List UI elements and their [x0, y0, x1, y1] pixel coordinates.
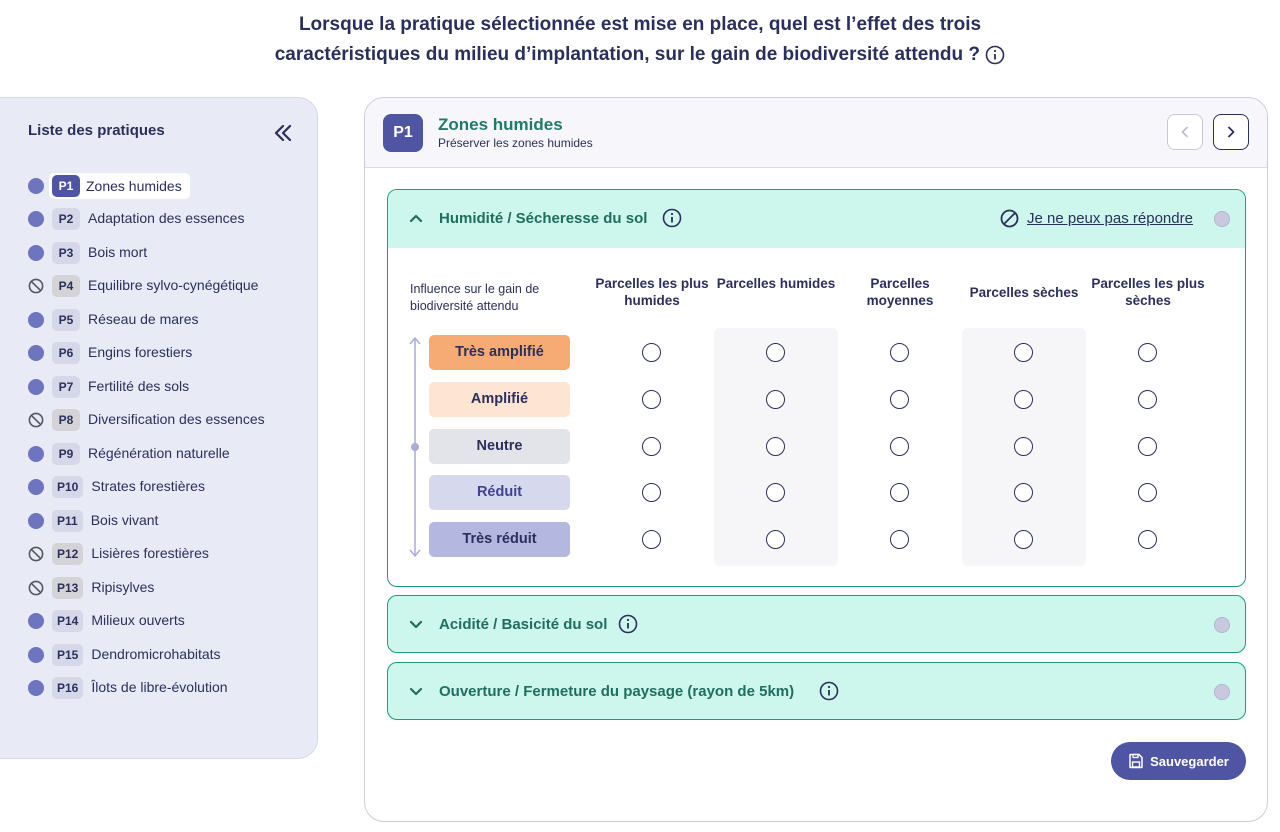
practice-label: Milieux ouverts [91, 612, 185, 629]
radio-option[interactable] [1138, 390, 1157, 409]
section-header-humidite[interactable] [388, 190, 1245, 248]
sidebar-item-p6[interactable] [28, 337, 265, 371]
practice-title: Zones humides [438, 115, 563, 134]
column-header: Parcelles les plus sèches [1091, 276, 1205, 308]
radio-option[interactable] [1014, 437, 1033, 456]
not-applicable-icon [28, 546, 44, 562]
practice-code-badge: P14 [52, 610, 83, 632]
practice-label-wrap [52, 644, 221, 666]
radio-option[interactable] [890, 390, 909, 409]
status-dot [28, 379, 44, 395]
radio-option[interactable] [1014, 390, 1033, 409]
practice-subtitle: Préserver les zones humides [438, 136, 593, 150]
radio-option[interactable] [642, 530, 661, 549]
sidebar-item-p11[interactable] [28, 504, 265, 538]
practice-label: Ripisylves [91, 578, 155, 595]
practice-code-badge: P1 [383, 114, 423, 152]
radio-option[interactable] [766, 343, 785, 362]
collapse-sidebar-icon[interactable] [271, 122, 295, 144]
chevron-left-icon [1179, 126, 1191, 138]
status-dot [28, 211, 44, 227]
card-header [365, 98, 1267, 168]
practice-label-wrap [52, 309, 199, 331]
status-dot [28, 446, 44, 462]
scale-arrow-icon [408, 336, 422, 558]
sidebar-title: Liste des pratiques [28, 122, 165, 139]
status-dot [28, 613, 44, 629]
practice-code-badge: P2 [52, 208, 80, 230]
practice-code-badge: P6 [52, 342, 80, 364]
practice-label-wrap [52, 208, 244, 230]
forbidden-icon [1000, 209, 1019, 228]
practice-label-wrap [52, 476, 205, 498]
practice-label: Fertilité des sols [88, 377, 190, 394]
practice-label-wrap [49, 173, 190, 199]
chevron-down-icon [408, 683, 424, 699]
practice-label-wrap [52, 342, 192, 364]
section-ouverture [387, 662, 1246, 720]
sidebar-item-p10[interactable] [28, 471, 265, 505]
status-dot [28, 312, 44, 328]
status-dot [28, 647, 44, 663]
previous-practice-button[interactable] [1167, 114, 1203, 150]
section-header-acidite[interactable] [388, 596, 1245, 654]
not-applicable-icon [28, 580, 44, 596]
radio-option[interactable] [1014, 530, 1033, 549]
practice-label: Bois vivant [90, 511, 159, 528]
status-dot [28, 513, 44, 529]
sidebar-item-p12[interactable] [28, 538, 265, 572]
practice-label-wrap [52, 510, 158, 532]
practice-label: Engins forestiers [88, 344, 193, 361]
practice-label-wrap [52, 409, 265, 431]
sidebar-item-p16[interactable] [28, 672, 265, 706]
practice-label-wrap [52, 443, 230, 465]
practice-code-badge: P16 [52, 677, 83, 699]
section-status-indicator [1214, 211, 1230, 227]
practice-label: Strates forestières [91, 478, 205, 495]
practice-code-badge: P1 [52, 175, 80, 197]
practice-sidebar [0, 97, 318, 759]
radio-option[interactable] [890, 530, 909, 549]
section-title: Humidité / Sécheresse du sol [439, 210, 648, 227]
row-label: Réduit [429, 475, 570, 510]
practice-label: Lisières forestières [91, 545, 209, 562]
not-applicable-icon [28, 412, 44, 428]
practice-label: Adaptation des essences [88, 210, 245, 227]
sidebar-item-p13[interactable] [28, 571, 265, 605]
row-label: Très amplifié [429, 335, 570, 370]
radio-option[interactable] [1138, 483, 1157, 502]
practice-list [28, 169, 265, 705]
info-icon[interactable] [819, 681, 839, 701]
row-label: Très réduit [429, 522, 570, 557]
column-header: Parcelles sèches [969, 285, 1079, 300]
practice-label-wrap [52, 677, 228, 699]
status-dot [28, 345, 44, 361]
radio-option[interactable] [766, 530, 785, 549]
sidebar-item-p9[interactable] [28, 437, 265, 471]
radio-option[interactable] [766, 437, 785, 456]
section-humidite [387, 189, 1246, 587]
radio-option[interactable] [766, 483, 785, 502]
section-title: Ouverture / Fermeture du paysage (rayon de 5km) [439, 683, 795, 700]
radio-option[interactable] [642, 483, 661, 502]
practice-code-badge: P11 [52, 510, 83, 532]
practice-code-badge: P9 [52, 443, 80, 465]
radio-option[interactable] [1014, 343, 1033, 362]
sidebar-item-p3[interactable] [28, 236, 265, 270]
practice-code-badge: P8 [52, 409, 80, 431]
practice-label: Régénération naturelle [88, 444, 230, 461]
chevron-down-icon [408, 616, 424, 632]
chevron-right-icon [1225, 126, 1237, 138]
radio-option[interactable] [642, 343, 661, 362]
influence-label: Influence sur le gain de biodiversité attendu [410, 282, 540, 313]
practice-label: Dendromicrohabitats [91, 645, 221, 662]
radio-option[interactable] [890, 437, 909, 456]
chevron-up-icon [408, 210, 424, 226]
section-title: Acidité / Basicité du sol [439, 616, 608, 633]
practice-code-badge: P7 [52, 376, 80, 398]
radio-option[interactable] [890, 483, 909, 502]
column-header: Parcelles moyennes [866, 276, 934, 308]
sidebar-item-p5[interactable] [28, 303, 265, 337]
info-icon[interactable] [662, 208, 682, 228]
practice-code-badge: P5 [52, 309, 80, 331]
practice-label: Zones humides [86, 177, 182, 194]
practice-label-wrap [52, 577, 154, 599]
status-dot [28, 178, 44, 194]
practice-label-wrap [52, 376, 189, 398]
radio-option[interactable] [642, 390, 661, 409]
sidebar-item-p1[interactable] [28, 169, 265, 203]
practice-code-badge: P4 [52, 275, 80, 297]
practice-label-wrap [52, 610, 185, 632]
radio-option[interactable] [1014, 483, 1033, 502]
radio-option[interactable] [1138, 437, 1157, 456]
practice-code-badge: P15 [52, 644, 83, 666]
practice-label: Equilibre sylvo-cynégétique [88, 277, 259, 294]
status-dot [28, 680, 44, 696]
influence-matrix [388, 248, 1245, 588]
practice-card [364, 97, 1268, 822]
info-icon[interactable] [618, 614, 638, 634]
practice-label: Diversification des essences [88, 411, 265, 428]
save-button-label: Sauvegarder [1150, 753, 1229, 769]
radio-option[interactable] [1138, 530, 1157, 549]
save-button[interactable] [1111, 742, 1246, 780]
section-status-indicator [1214, 617, 1230, 633]
question-line-2-text: caractéristiques du milieu d’implantation, sur le gain de biodiversité attendu ? [274, 44, 980, 65]
radio-option[interactable] [890, 343, 909, 362]
sidebar-item-p4[interactable] [28, 270, 265, 304]
column-header: Parcelles les plus humides [595, 276, 709, 308]
sidebar-item-p2[interactable] [28, 203, 265, 237]
info-icon[interactable] [985, 45, 1005, 65]
radio-option[interactable] [642, 437, 661, 456]
status-dot [28, 479, 44, 495]
section-header-ouverture[interactable] [388, 663, 1245, 721]
row-label: Amplifié [429, 382, 570, 417]
practice-label: Îlots de libre-évolution [91, 679, 228, 696]
practice-code-badge: P12 [52, 543, 83, 565]
sidebar-item-p7[interactable] [28, 370, 265, 404]
row-label: Neutre [429, 429, 570, 464]
practice-label: Bois mort [88, 243, 148, 260]
practice-code-badge: P3 [52, 242, 80, 264]
practice-label-wrap [52, 275, 258, 297]
section-status-indicator [1214, 684, 1230, 700]
practice-label-wrap [52, 242, 147, 264]
not-applicable-icon [28, 278, 44, 294]
question-line-1: Lorsque la pratique sélectionnée est mise en place, quel est l’effet des trois [298, 14, 982, 35]
question-header [0, 10, 1280, 70]
section-acidite [387, 595, 1246, 653]
sidebar-item-p8[interactable] [28, 404, 265, 438]
save-icon [1128, 753, 1144, 769]
question-line-2 [0, 40, 1280, 70]
practice-code-badge: P10 [52, 476, 83, 498]
status-dot [28, 245, 44, 261]
column-header: Parcelles humides [716, 276, 836, 291]
cant-answer-link[interactable] [1000, 209, 1193, 228]
next-practice-button[interactable] [1213, 114, 1249, 150]
practice-label-wrap [52, 543, 209, 565]
radio-option[interactable] [1138, 343, 1157, 362]
practice-code-badge: P13 [52, 577, 83, 599]
practice-label: Réseau de mares [88, 310, 199, 327]
cant-answer-label: Je ne peux pas répondre [1027, 210, 1193, 227]
sidebar-item-p15[interactable] [28, 638, 265, 672]
sidebar-item-p14[interactable] [28, 605, 265, 639]
radio-option[interactable] [766, 390, 785, 409]
